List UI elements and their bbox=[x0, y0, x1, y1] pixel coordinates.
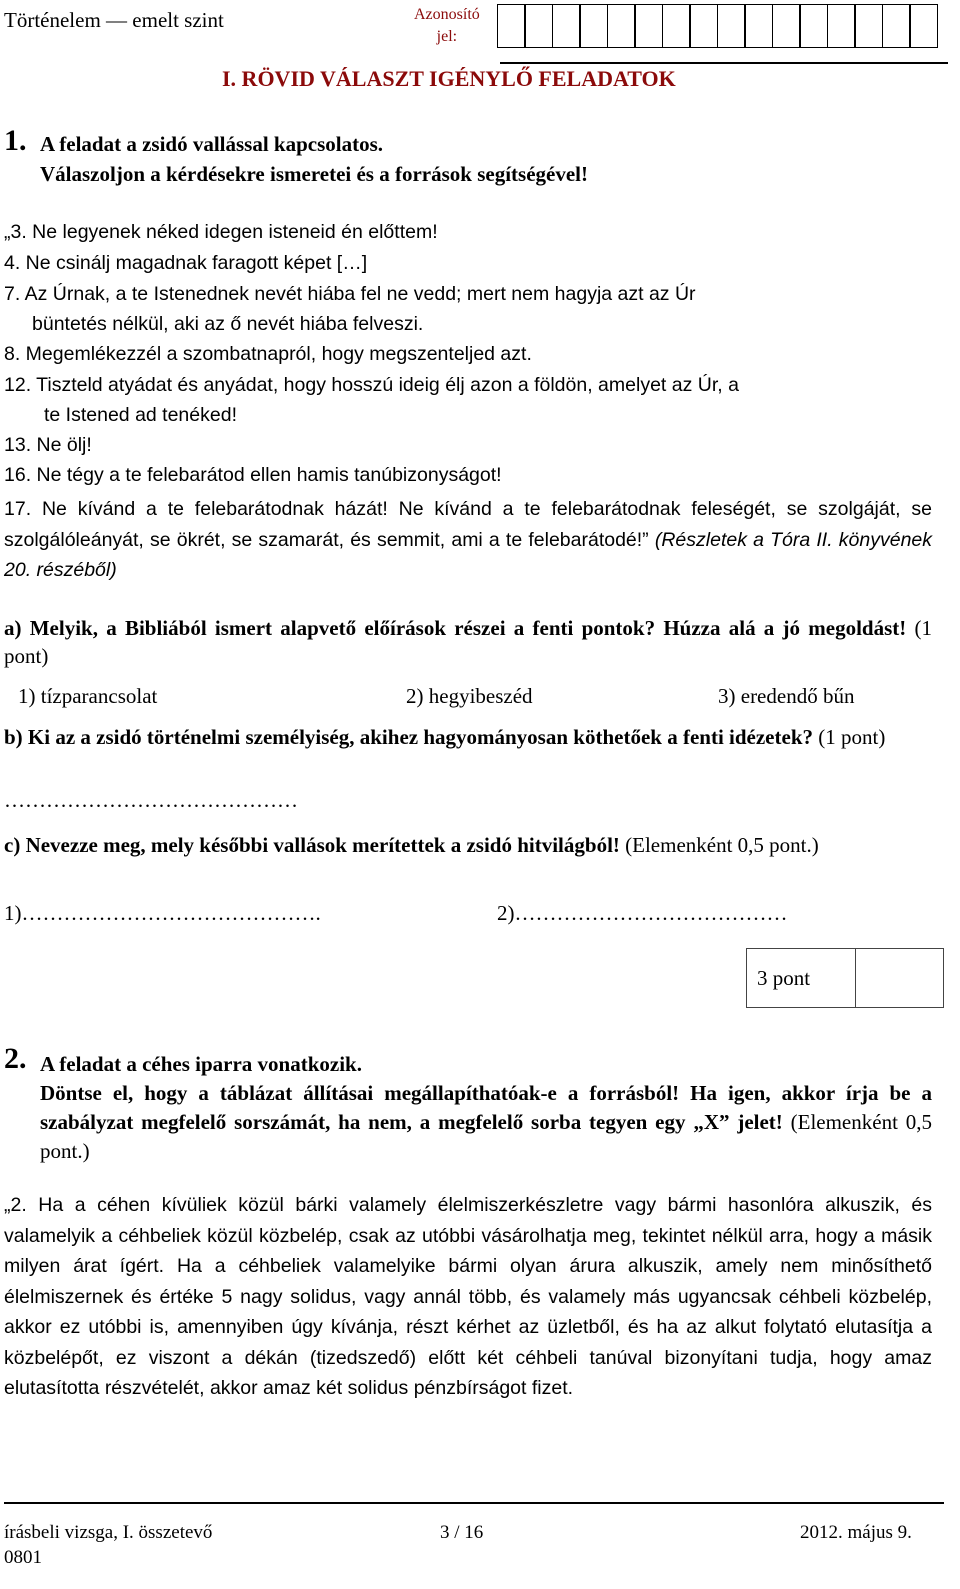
footer-page-number: 3 / 16 bbox=[440, 1522, 484, 1543]
answer-line-c2[interactable]: 2)………………………………… bbox=[497, 901, 788, 925]
option-3[interactable]: 3) eredendő bűn bbox=[718, 684, 855, 708]
source-line: büntetés nélkül, aki az ő nevét hiába felveszi. bbox=[32, 313, 424, 335]
id-label-line1: Azonosító bbox=[414, 6, 480, 23]
footer-exam-label: írásbeli vizsga, I. összetevő bbox=[4, 1522, 213, 1543]
source-line: 8. Megemlékezzél a szombatnapról, hogy megszenteljed azt. bbox=[4, 343, 532, 365]
option-1[interactable]: 1) tízparancsolat bbox=[18, 684, 158, 708]
task2-source: „2. Ha a céhen kívüliek közül bárki valamely élelmiszerkészletre vagy bármi hasonlóra alkuszik, és valamelyik a céhbeliek közül közbelép, csak az utóbbi vásárolhatja meg, tekintet nélkül arra, hogy a másik milyen árat ígért. Ha a céhbeliek valamelyike bármi olyan árura alkuszik, amely nem minősíthető élelmiszernek és értéke 5 nagy solidus, vagy annál több, és valamely más ugyancsak céhbeli közbelép, akkor ez utóbbi is, amennyiben úgy kívánja, részt kérhet az üzletből, és ha az alkut folytató elutasítja a közbelépőt, ez viszont a dékán (tizedszedő) előtt két céhbeli tanúval bizonyítani tudja, hogy amaz elutasította részvételét, akkor amaz két solidus pénzbírságot fizet. bbox=[4, 1194, 932, 1399]
page-header-title: Történelem — emelt szint bbox=[4, 8, 224, 32]
source-paragraph bbox=[4, 494, 932, 586]
question-c-points: (Elemenként 0,5 pont.) bbox=[625, 833, 819, 857]
id-box[interactable] bbox=[634, 4, 663, 48]
source-citation: (Részletek a Tóra II. könyvének 20. részéből) bbox=[4, 528, 933, 581]
id-box[interactable] bbox=[497, 4, 526, 48]
id-label-line2: jel: bbox=[436, 28, 458, 45]
source-line: 16. Ne tégy a te felebarátod ellen hamis tanúbizonyságot! bbox=[4, 464, 502, 486]
id-boxes bbox=[498, 4, 938, 48]
id-box[interactable] bbox=[607, 4, 636, 48]
footer-date: 2012. május 9. bbox=[800, 1522, 912, 1543]
score-input-cell[interactable] bbox=[856, 949, 943, 1007]
task2-instruction bbox=[40, 1079, 932, 1166]
task1-intro: A feladat a zsidó vallással kapcsolatos. bbox=[40, 132, 384, 156]
id-box[interactable] bbox=[827, 4, 856, 48]
question-a-points: (1 pont) bbox=[4, 616, 933, 668]
task1-number: 1. bbox=[4, 124, 27, 157]
id-box[interactable] bbox=[662, 4, 691, 48]
section-title: I. RÖVID VÁLASZT IGÉNYLŐ FELADATOK bbox=[222, 66, 676, 91]
id-box[interactable] bbox=[689, 4, 718, 48]
score-label: 3 pont bbox=[747, 949, 856, 1007]
id-box[interactable] bbox=[579, 4, 608, 48]
id-box[interactable] bbox=[909, 4, 938, 48]
source-line: 12. Tiszteld atyádat és anyádat, hogy hosszú ideig élj azon a földön, amelyet az Úr, a bbox=[4, 374, 739, 396]
source-line: 7. Az Úrnak, a te Istenednek nevét hiába fel ne vedd; mert nem hagyja azt az Úr bbox=[4, 283, 696, 305]
source-text: 17. Ne kívánd a te felebarátodnak házát! Ne kívánd a te felebarátodnak feleségét, se szolgáját, se szolgálóleányát, se ökrét, se szamarát, és semmit, ami a te felebarátodé!” bbox=[4, 498, 932, 551]
id-box[interactable] bbox=[717, 4, 746, 48]
source-line: „3. Ne legyenek néked idegen isteneid én előttem! bbox=[4, 221, 438, 243]
question-b bbox=[4, 723, 932, 751]
question-a-text: a) Melyik, a Bibliából ismert alapvető előírások részei a fenti pontok? Húzza alá a jó megoldást! bbox=[4, 616, 907, 640]
task1-instruction: Válaszoljon a kérdésekre ismeretei és a források segítségével! bbox=[40, 162, 588, 186]
task2-instruction-points: (Elemenként 0,5 pont.) bbox=[40, 1110, 932, 1163]
id-box[interactable] bbox=[524, 4, 553, 48]
footer-code: 0801 bbox=[4, 1547, 42, 1568]
source-line: 4. Ne csinálj magadnak faragott képet […] bbox=[4, 252, 368, 274]
id-label bbox=[414, 4, 480, 48]
id-box[interactable] bbox=[772, 4, 801, 48]
question-c bbox=[4, 831, 932, 859]
answer-line-c1[interactable]: 1)……………………………………. bbox=[4, 901, 321, 925]
id-box[interactable] bbox=[552, 4, 581, 48]
id-box[interactable] bbox=[744, 4, 773, 48]
task2-instruction-text: Döntse el, hogy a táblázat állításai megállapíthatóak-e a forrásból! Ha igen, akkor írja be a szabályzat megfelelő sorszámát, ha nem, a megfelelő sorba tegyen egy „X” jelet! bbox=[40, 1081, 932, 1134]
answer-line-b[interactable]: …………………………………… bbox=[4, 788, 298, 812]
option-2[interactable]: 2) hegyibeszéd bbox=[406, 684, 533, 708]
question-a bbox=[4, 614, 932, 670]
source-line: 13. Ne ölj! bbox=[4, 434, 92, 456]
footer-divider bbox=[4, 1502, 944, 1504]
question-b-text: b) Ki az a zsidó történelmi személyiség, akihez hagyományosan köthetőek a fenti idézetek? bbox=[4, 725, 813, 749]
header-divider bbox=[500, 62, 948, 64]
question-b-points: (1 pont) bbox=[818, 725, 886, 749]
source-line: te Istened ad tenéked! bbox=[44, 404, 237, 426]
id-box[interactable] bbox=[882, 4, 911, 48]
question-c-text: c) Nevezze meg, mely későbbi vallások merítettek a zsidó hitvilágból! bbox=[4, 833, 620, 857]
id-box[interactable] bbox=[854, 4, 883, 48]
id-box[interactable] bbox=[799, 4, 828, 48]
task2-intro: A feladat a céhes iparra vonatkozik. bbox=[40, 1052, 362, 1076]
task2-number: 2. bbox=[4, 1042, 27, 1075]
score-box bbox=[746, 948, 944, 1008]
